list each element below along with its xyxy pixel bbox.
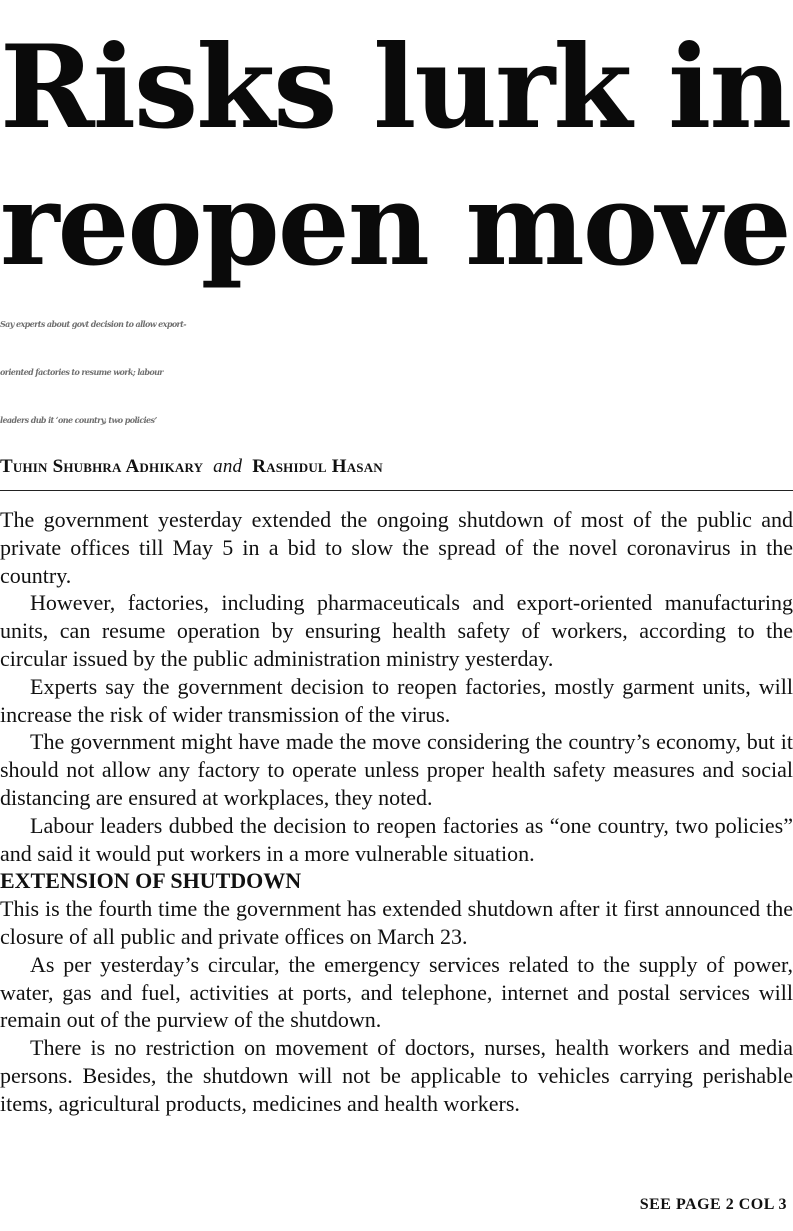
paragraph-1: The government yesterday extended the ongoing shutdown of most of the public and private offices till May 5 in a bid to slow the spread of the novel coronavirus in the country. — [0, 507, 793, 588]
headline-line-1: Risks lurk in — [0, 20, 791, 154]
subheadline-line-3: leaders dub it ‘one country, two policies’ — [0, 415, 157, 425]
paragraph-5: Labour leaders dubbed the decision to reopen factories as “one country, two policies” and said it would put workers in a more vulnerable situation. — [0, 812, 793, 866]
byline-author-1: Tuhin Shubhra Adhikary — [0, 456, 204, 477]
subheadline — [0, 300, 793, 444]
subheadline-line-2: oriented factories to resume work; labour — [0, 367, 163, 377]
section-heading: EXTENSION OF SHUTDOWN — [0, 868, 302, 894]
paragraph-4: The government might have made the move considering the country’s economy, but it should not allow any factory to operate unless proper health safety measures and social distancing are ensured at workplaces, they noted. — [0, 729, 793, 810]
paragraph-7: As per yesterday’s circular, the emergency services related to the supply of power, water, gas and fuel, activities at ports, and telephone, internet and postal services will remain out of the purview of the shutdown. — [0, 951, 793, 1033]
paragraph-3: Experts say the government decision to reopen factories, mostly garment units, will increase the risk of wider transmission of the virus. — [0, 673, 793, 727]
paragraph-8: There is no restriction on movement of doctors, nurses, health workers and media persons. Besides, the shutdown will not be applicable to vehicles carrying perishable items, agricultural products, medicines and health workers. — [0, 1035, 793, 1116]
byline-author-2: Rashidul Hasan — [252, 456, 383, 477]
headline-line-2: reopen move — [0, 158, 790, 291]
paragraph-2: However, factories, including pharmaceuticals and export-oriented manufacturing units, can resume operation by ensuring health safety of workers, according to the circular issued by the public administration ministry yesterday. — [0, 590, 793, 671]
byline-divider — [0, 490, 793, 491]
continued-on-link[interactable]: SEE PAGE 2 COL 3 — [639, 1196, 787, 1213]
byline — [0, 456, 383, 478]
article-body — [0, 506, 793, 1118]
paragraph-6: This is the fourth time the government has extended shutdown after it first announced the closure of all public and private offices on March 23. — [0, 896, 793, 949]
subheadline-line-1: Say experts about govt decision to allow export- — [0, 319, 186, 329]
byline-conjunction: and — [213, 456, 243, 477]
